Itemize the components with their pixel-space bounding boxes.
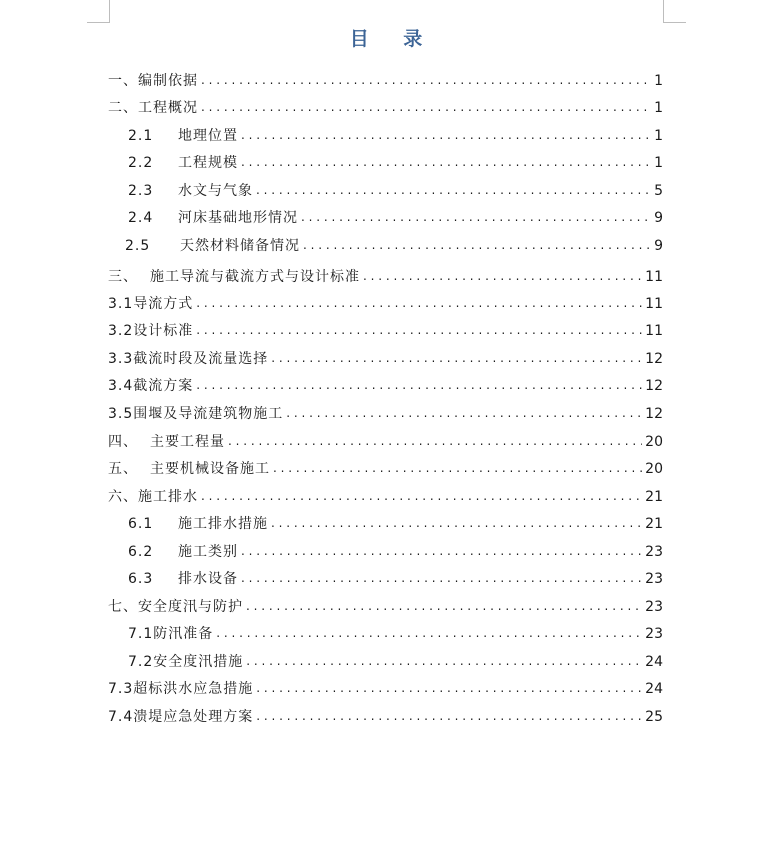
toc-entry-number: 3.3	[108, 351, 134, 367]
toc-dot-leader	[201, 71, 651, 91]
toc-entry-label: 施工类别	[178, 544, 238, 560]
toc-entry-label: 河床基础地形情况	[178, 210, 298, 226]
toc-dot-leader	[201, 98, 651, 118]
toc-entry-page: 1	[654, 128, 663, 144]
toc-dot-leader	[246, 597, 642, 617]
toc-dot-leader	[216, 624, 642, 644]
toc-entry-label: 天然材料储备情况	[180, 238, 300, 254]
toc-entry-label: 施工导流与截流方式与设计标准	[150, 269, 360, 285]
toc-dot-leader	[201, 487, 642, 507]
toc-entry-label: 安全度汛措施	[153, 654, 244, 670]
toc-entry[interactable]	[108, 485, 663, 507]
toc-entry-page: 20	[645, 461, 663, 477]
toc-entry-page: 25	[645, 709, 663, 725]
toc-entry-page: 1	[654, 100, 663, 116]
toc-entry-page: 21	[645, 489, 663, 505]
toc-entry-label: 施工排水措施	[178, 516, 268, 532]
toc-entry-number: 2.1	[128, 128, 154, 144]
toc-dot-leader	[241, 126, 651, 146]
toc-entry-number: 2.2	[128, 155, 154, 171]
toc-entry-label: 工程规模	[178, 155, 238, 171]
toc-entry[interactable]	[108, 374, 663, 396]
toc-entry-label: 编制依据	[138, 73, 198, 89]
toc-entry-label: 安全度汛与防护	[138, 599, 243, 615]
toc-entry-label: 施工排水	[138, 489, 198, 505]
toc-entry-number: 6.1	[128, 516, 154, 532]
toc-entry-number: 6.2	[128, 544, 154, 560]
toc-entry-number: 6.3	[128, 571, 154, 587]
toc-entry-label: 设计标准	[133, 323, 194, 339]
toc-entry-number: 一、	[108, 73, 138, 89]
toc-dot-leader	[301, 208, 651, 228]
toc-entry[interactable]	[128, 179, 663, 201]
toc-dot-leader	[241, 153, 651, 173]
toc-entry-page: 11	[645, 323, 663, 339]
toc-entry-page: 23	[645, 626, 663, 642]
toc-entry-number: 六、	[108, 489, 138, 505]
toc-entry-number: 3.4	[108, 378, 134, 394]
toc-entry[interactable]	[108, 430, 663, 452]
toc-entry-label: 主要机械设备施工	[150, 461, 270, 477]
toc-entry[interactable]	[108, 319, 663, 341]
toc-dot-leader	[196, 321, 642, 341]
crop-mark-left	[87, 0, 110, 23]
toc-entry-number: 2.3	[128, 183, 154, 199]
toc-entry[interactable]	[128, 567, 663, 589]
toc-entry-page: 12	[645, 406, 663, 422]
toc-entry[interactable]	[108, 292, 663, 314]
toc-entry-label: 截流方案	[133, 378, 194, 394]
toc-entry-label: 排水设备	[178, 571, 238, 587]
toc-entry-number: 四、	[108, 434, 138, 450]
toc-entry-page: 9	[654, 210, 663, 226]
toc-entry-page: 24	[645, 654, 663, 670]
toc-entry[interactable]	[125, 234, 663, 256]
toc-entry-page: 1	[654, 73, 663, 89]
toc-entry-page: 11	[645, 296, 663, 312]
toc-dot-leader	[256, 181, 651, 201]
toc-entry[interactable]	[108, 69, 663, 91]
toc-dot-leader	[196, 376, 642, 396]
toc-entry-label: 截流时段及流量选择	[133, 351, 269, 367]
toc-entry-label: 溃堤应急处理方案	[133, 709, 254, 725]
toc-entry-number: 二、	[108, 100, 138, 116]
toc-dot-leader	[196, 294, 642, 314]
toc-entry-page: 11	[645, 269, 663, 285]
toc-entry-label: 导流方式	[133, 296, 194, 312]
toc-entry-number: 7.2	[128, 654, 154, 670]
toc-entry[interactable]	[108, 402, 663, 424]
toc-entry-label: 地理位置	[178, 128, 238, 144]
toc-entry-page: 20	[645, 434, 663, 450]
toc-entry-label: 主要工程量	[150, 434, 225, 450]
toc-entry-number: 7.4	[108, 709, 134, 725]
toc-entry[interactable]	[108, 595, 663, 617]
toc-entry-number: 7.1	[128, 626, 154, 642]
toc-dot-leader	[271, 349, 642, 369]
toc-entry-page: 12	[645, 351, 663, 367]
toc-title: 目 录	[349, 28, 437, 50]
toc-dot-leader	[228, 432, 642, 452]
toc-entry-page: 23	[645, 599, 663, 615]
toc-entry-page: 23	[645, 571, 663, 587]
toc-entry[interactable]	[128, 540, 663, 562]
toc-entry-number: 7.3	[108, 681, 134, 697]
toc-dot-leader	[273, 459, 642, 479]
toc-entry-number: 3.1	[108, 296, 134, 312]
toc-entry-number: 2.4	[128, 210, 154, 226]
toc-entry[interactable]	[108, 96, 663, 118]
toc-entry-page: 9	[654, 238, 663, 254]
toc-entry[interactable]	[128, 512, 663, 534]
toc-entry-label: 围堰及导流建筑物施工	[133, 406, 284, 422]
toc-entry-page: 5	[654, 183, 663, 199]
toc-entry-page: 1	[654, 155, 663, 171]
toc-entry-number: 七、	[108, 599, 138, 615]
toc-entry-number: 三、	[108, 269, 138, 285]
crop-mark-right	[663, 0, 686, 23]
toc-entry[interactable]	[108, 705, 663, 727]
toc-entry-page: 21	[645, 516, 663, 532]
toc-dot-leader	[246, 652, 642, 672]
toc-dot-leader	[271, 514, 642, 534]
toc-entry-page: 12	[645, 378, 663, 394]
toc-entry[interactable]	[108, 265, 663, 287]
toc-dot-leader	[256, 679, 642, 699]
toc-entry[interactable]	[108, 457, 663, 479]
toc-entry[interactable]	[128, 124, 663, 146]
toc-entry-page: 24	[645, 681, 663, 697]
toc-entry-number: 2.5	[125, 238, 151, 254]
toc-entry[interactable]	[128, 650, 663, 672]
toc-entry-label: 水文与气象	[178, 183, 253, 199]
toc-entry[interactable]	[128, 622, 663, 644]
toc-dot-leader	[363, 267, 642, 287]
toc-entry[interactable]	[128, 151, 663, 173]
toc-dot-leader	[286, 404, 642, 424]
toc-entry-label: 防汛准备	[153, 626, 214, 642]
toc-entry-number: 3.2	[108, 323, 134, 339]
toc-entry-label: 超标洪水应急措施	[133, 681, 254, 697]
toc-entry-label: 工程概况	[138, 100, 198, 116]
toc-entry[interactable]	[108, 347, 663, 369]
toc-dot-leader	[303, 236, 651, 256]
toc-dot-leader	[241, 569, 642, 589]
toc-entry-page: 23	[645, 544, 663, 560]
toc-entry-number: 五、	[108, 461, 138, 477]
toc-dot-leader	[241, 542, 642, 562]
toc-entry-number: 3.5	[108, 406, 134, 422]
toc-dot-leader	[256, 707, 642, 727]
toc-entry[interactable]	[108, 677, 663, 699]
toc-entry[interactable]	[128, 206, 663, 228]
